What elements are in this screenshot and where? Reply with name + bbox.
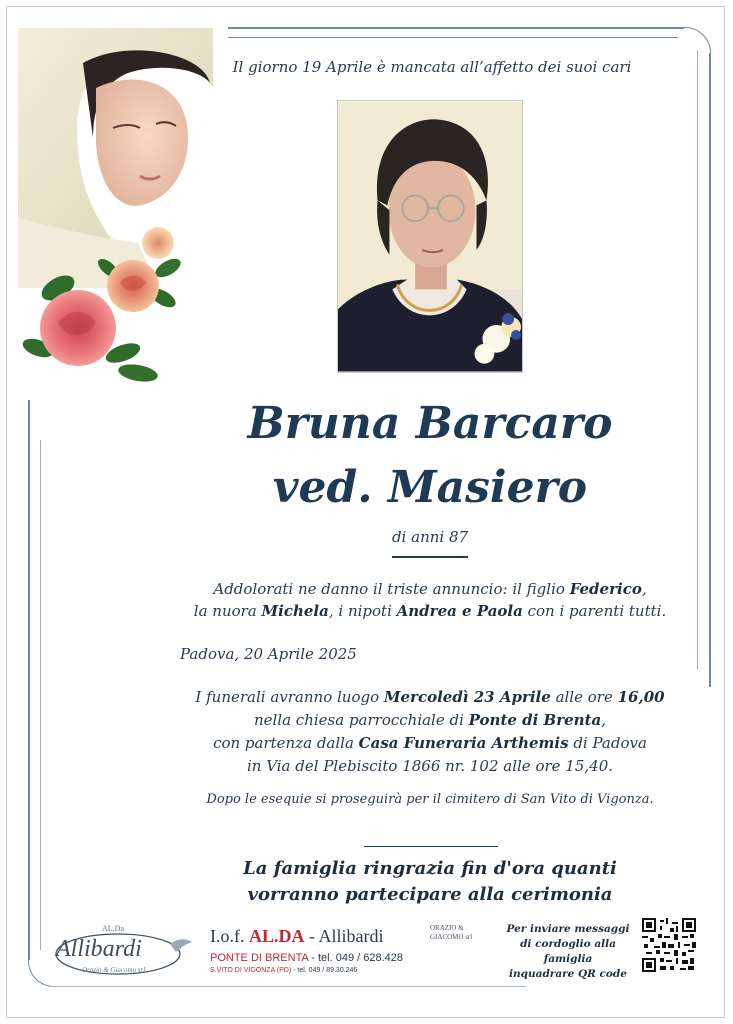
funeral-line-1	[180, 686, 680, 708]
company-brand: AL.DA	[249, 926, 305, 946]
grandchildren-names: Andrea e Paola	[396, 602, 523, 620]
funeral-text: I funerali avranno luogo	[195, 688, 384, 706]
madonna-roses-illustration	[18, 28, 218, 398]
frame-left-inner-line	[40, 440, 41, 950]
address-1: PONTE DI BRENTA	[210, 952, 309, 964]
company-owner	[430, 924, 472, 942]
thanks-line-2: vorranno partecipare alla cerimonia	[247, 884, 613, 905]
funeral-day: Mercoledì 23 Aprile	[383, 688, 551, 706]
address-ponte-di-brenta	[210, 952, 403, 964]
thanks-message	[190, 856, 670, 908]
son-name: Federico	[569, 580, 642, 598]
owner-line-2: GIACOMO srl	[430, 933, 473, 941]
frame-top-line	[228, 27, 684, 29]
funeral-text: con partenza dalla	[213, 734, 359, 752]
funeral-text: alle ore	[550, 688, 618, 706]
deceased-name: Bruna Barcaro	[247, 398, 613, 449]
daughter-in-law-name: Michela	[261, 602, 329, 620]
logo-subtitle: Orazio & Giacomo srl	[82, 966, 146, 974]
frame-inner-top-line	[228, 37, 678, 38]
logo-wordmark: Allibardi	[56, 936, 142, 962]
funeral-home-logo	[52, 924, 194, 980]
owner-line-1: ORAZIO &	[430, 924, 464, 932]
logo-top-text: AL.Da	[102, 924, 124, 933]
funeral-home-name: Casa Funeraria Arthemis	[358, 734, 569, 752]
telephone-2: - tel. 049 / 89.30.246	[291, 967, 358, 974]
deceased-married-name: ved. Masiero	[272, 462, 588, 513]
opening-line: Il giorno 19 Aprile è mancata all’affetto dei suoi cari	[232, 58, 632, 76]
portrait-photo	[337, 100, 523, 373]
funeral-text: nella chiesa parrocchiale di	[253, 711, 469, 729]
funeral-text: ,	[601, 711, 607, 729]
thanks-line-1: La famiglia ringrazia fin d'ora quanti	[243, 858, 617, 879]
announcement-text: , i nipoti	[328, 602, 397, 620]
funeral-line-3	[180, 732, 680, 754]
age-underline	[392, 556, 468, 558]
church-name: Ponte di Brenta	[468, 711, 602, 729]
announcement-line-2	[170, 600, 690, 622]
funeral-line-2	[180, 709, 680, 731]
frame-inner-right-line	[697, 50, 698, 670]
place-date: Padova, 20 Aprile 2025	[180, 645, 357, 663]
qr-line-3: inquadrare QR code	[509, 968, 627, 980]
frame-right-line	[709, 53, 711, 687]
qr-line-1: Per inviare messaggi	[506, 923, 630, 935]
address-vigonza	[210, 967, 357, 974]
announcement-text: con i parenti tutti.	[522, 602, 667, 620]
announcement-text: la nuora	[193, 602, 262, 620]
address-2: S.VITO DI VIGONZA (PD)	[210, 967, 292, 974]
footer-rule	[50, 986, 526, 987]
deceased-age: di anni 87	[391, 528, 469, 546]
funeral-text: di Padova	[568, 734, 647, 752]
qr-instructions	[494, 922, 642, 982]
company-name	[210, 926, 384, 947]
funeral-line-4: in Via del Plebiscito 1866 nr. 102 alle ore 15,40.	[246, 757, 614, 775]
funeral-time: 16,00	[617, 688, 665, 706]
company-prefix: I.o.f.	[210, 926, 249, 946]
announcement-text: Addolorati ne danno il triste annuncio: il figlio	[213, 580, 570, 598]
qr-line-2: di cordoglio alla famiglia	[520, 938, 616, 965]
qr-code-icon[interactable]	[642, 918, 696, 972]
announcement-text: ,	[641, 580, 647, 598]
frame-left-line	[28, 400, 30, 960]
separator-rule	[364, 846, 498, 847]
company-suffix: - Allibardi	[304, 926, 384, 946]
telephone-1: - tel. 049 / 628.428	[308, 952, 403, 964]
announcement-line-1	[170, 578, 690, 600]
after-service-note: Dopo le esequie si proseguirà per il cimitero di San Vito di Vigonza.	[206, 792, 654, 807]
